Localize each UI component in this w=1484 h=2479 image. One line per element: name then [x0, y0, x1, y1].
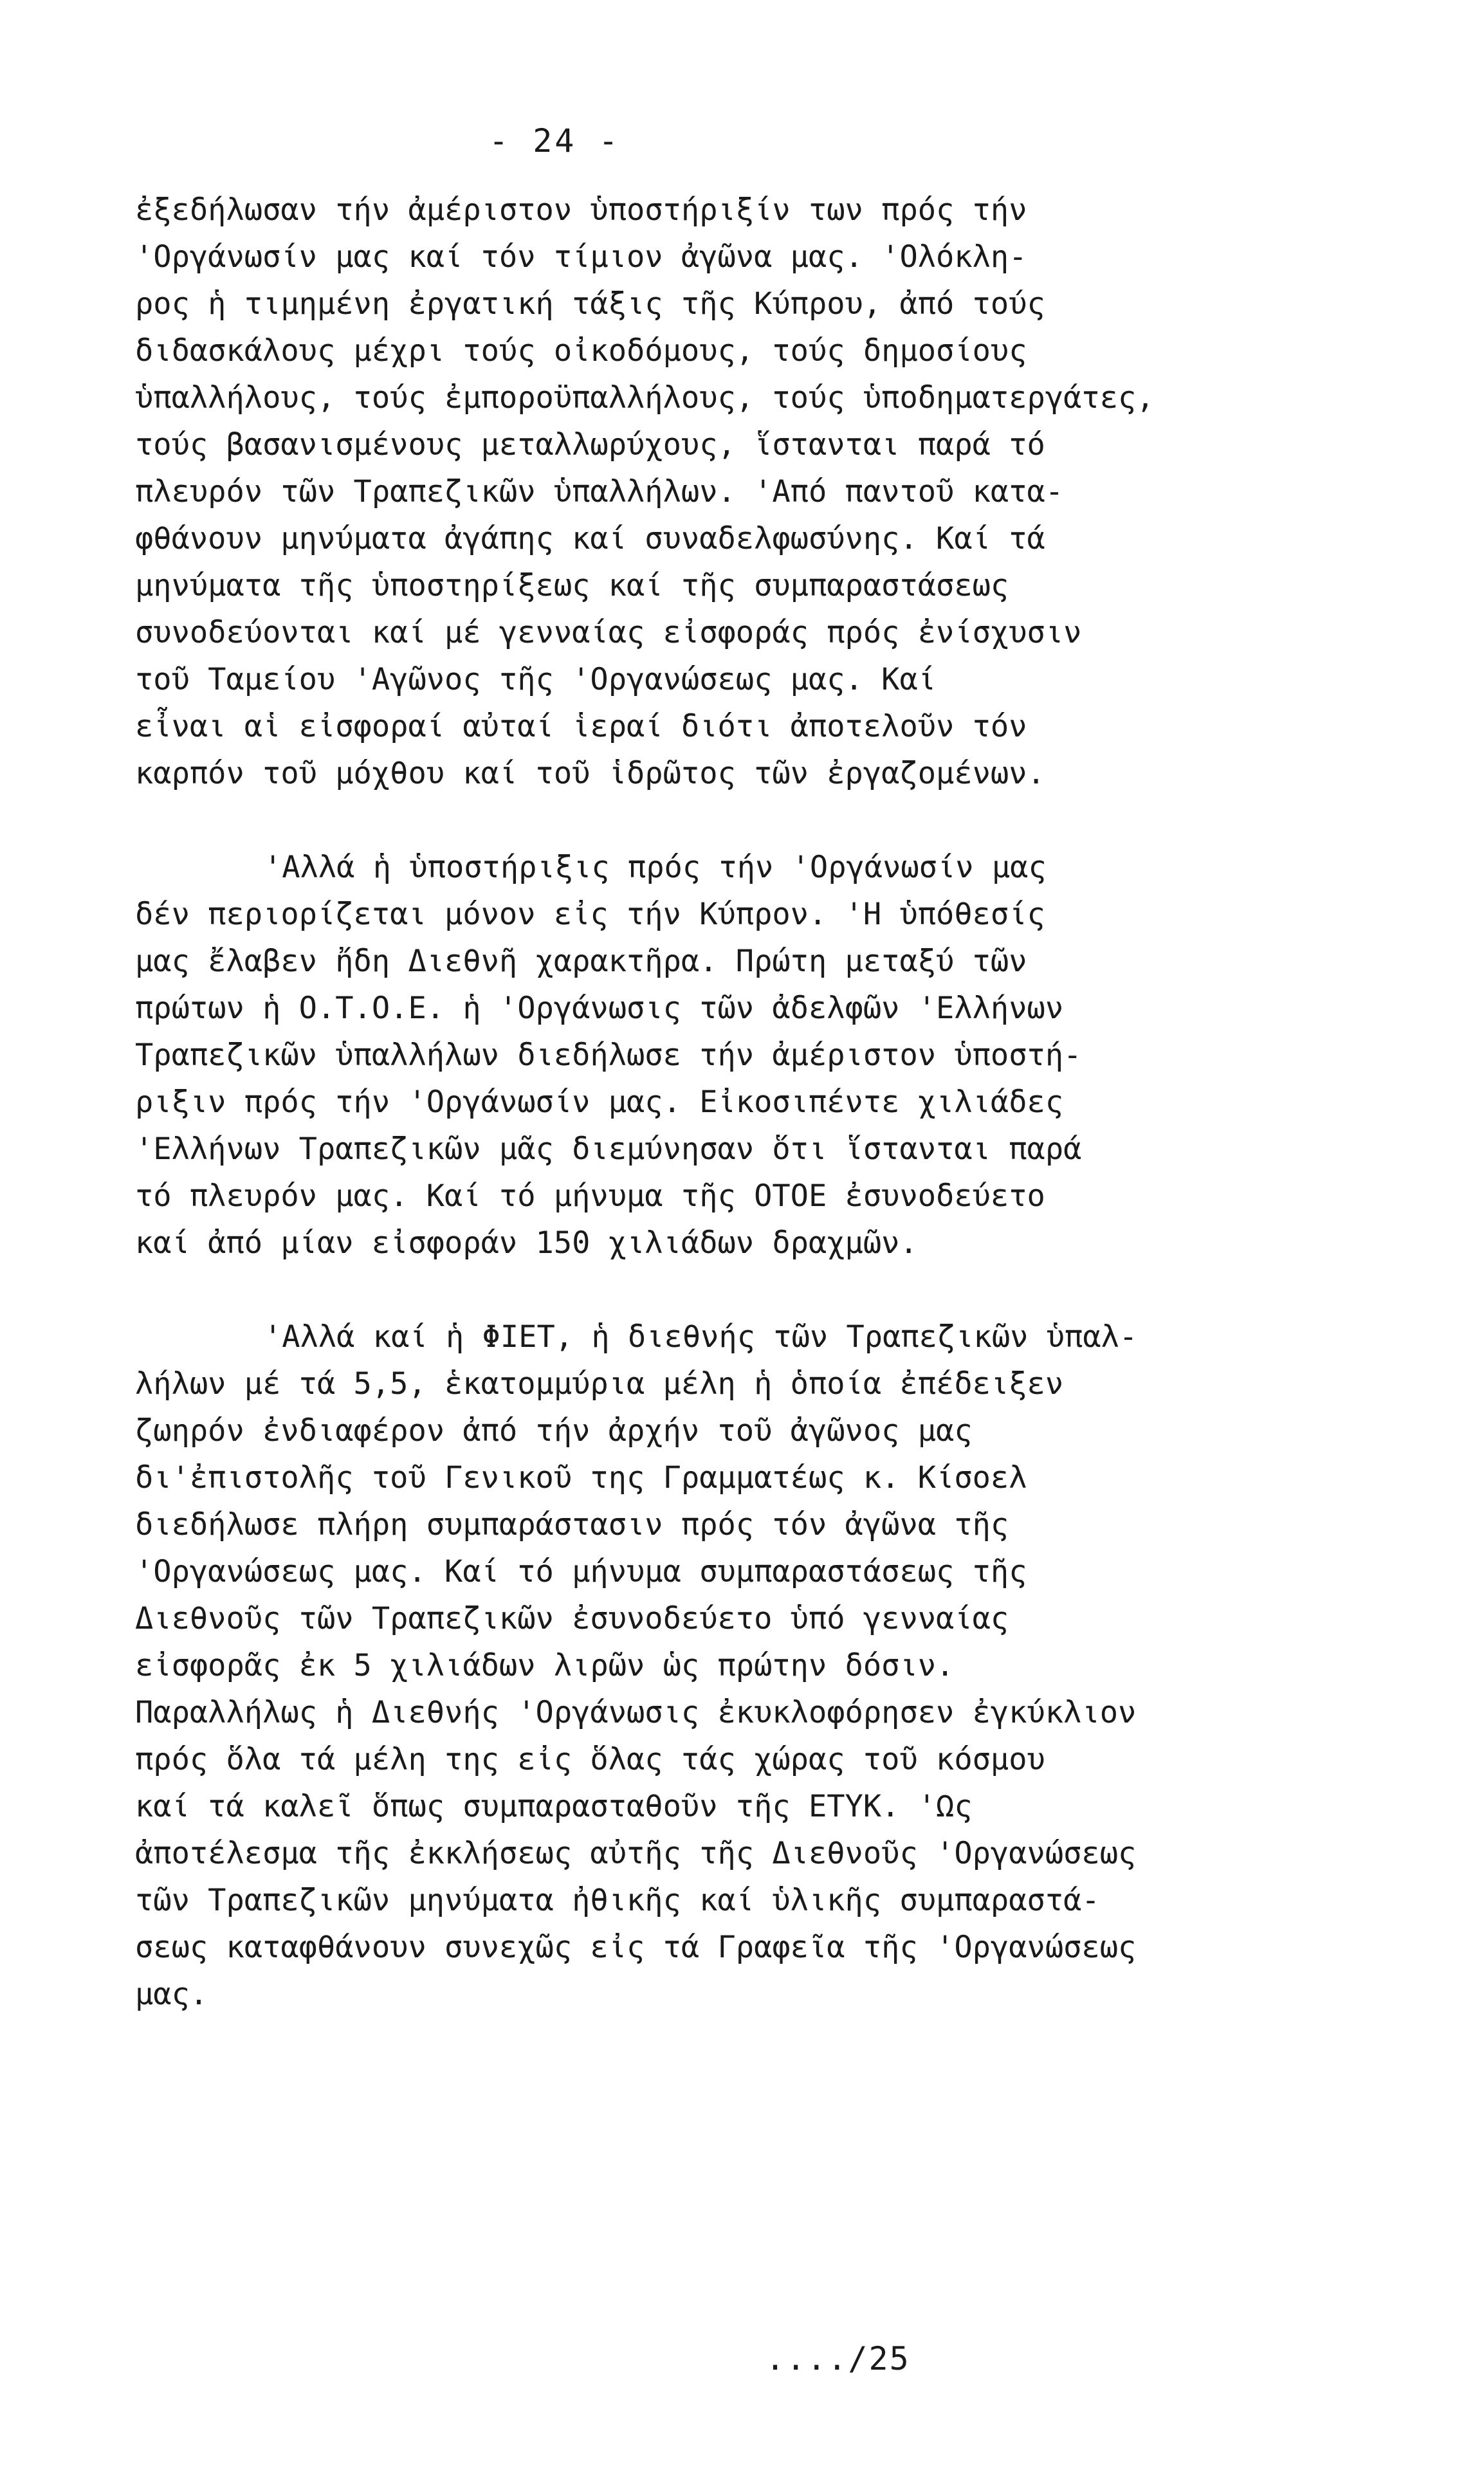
- text-line: μηνύματα τῆς ὑποστηρίξεως καί τῆς συμπαραστάσεως: [135, 568, 1009, 603]
- paragraph-3: [135, 1313, 1241, 2018]
- text-line: καί ἀπό μίαν εἰσφοράν 150 χιλιάδων δραχμῶν.: [135, 1225, 918, 1261]
- text-line: ἀποτέλεσμα τῆς ἐκκλήσεως αὐτῆς τῆς Διεθνοῦς 'Οργανώσεως: [135, 1836, 1137, 1871]
- text-line: σεως καταφθάνουν συνεχῶς εἰς τά Γραφεῖα τῆς 'Οργανώσεως: [135, 1930, 1137, 1965]
- text-line: ζωηρόν ἐνδιαφέρον ἀπό τήν ἀρχήν τοῦ ἀγῶνος μας: [135, 1413, 973, 1449]
- text-line: πλευρόν τῶν Τραπεζικῶν ὑπαλλήλων. 'Από παντοῦ κατα-: [135, 474, 1064, 509]
- text-line: δι'ἐπιστολῆς τοῦ Γενικοῦ της Γραμματέως κ. Κίσοελ: [135, 1460, 1027, 1496]
- text-line: πρός ὅλα τά μέλη της εἰς ὅλας τάς χώρας τοῦ κόσμου: [135, 1742, 1045, 1777]
- text-line: ὑπαλλήλους, τούς ἐμποροϋπαλλήλους, τούς ὑποδηματεργάτες,: [135, 380, 1155, 416]
- text-line: διεδήλωσε πλήρη συμπαράστασιν πρός τόν ἀγῶνα τῆς: [135, 1507, 1009, 1542]
- text-line: συνοδεύονται καί μέ γενναίας εἰσφοράς πρός ἐνίσχυσιν: [135, 615, 1082, 650]
- page-number: - 24 -: [489, 122, 621, 160]
- text-line: τό πλευρόν μας. Καί τό μήνυμα τῆς ΟΤΟΕ ἐσυνοδεύετο: [135, 1178, 1045, 1214]
- paragraph-2: [135, 844, 1241, 1267]
- text-line: διδασκάλους μέχρι τούς οἰκοδόμους, τούς δημοσίους: [135, 333, 1027, 369]
- text-line: εἰσφορᾶς ἐκ 5 χιλιάδων λιρῶν ὡς πρώτην δόσιν.: [135, 1648, 955, 1683]
- next-page-marker: ..../25: [765, 2340, 910, 2377]
- text-line: 'Ελλήνων Τραπεζικῶν μᾶς διεμύνησαν ὅτι ἵστανται παρά: [135, 1131, 1082, 1167]
- text-line: Παραλλήλως ἡ Διεθνής 'Οργάνωσις ἐκυκλοφόρησεν ἐγκύκλιον: [135, 1695, 1137, 1730]
- paragraph-1: [135, 187, 1241, 797]
- text-line: 'Οργανώσεως μας. Καί τό μήνυμα συμπαραστάσεως τῆς: [135, 1554, 1027, 1589]
- text-line: πρώτων ἡ Ο.Τ.Ο.Ε. ἡ 'Οργάνωσις τῶν ἀδελφῶν 'Ελλήνων: [135, 991, 1064, 1026]
- text-line: ἐξεδήλωσαν τήν ἀμέριστον ὑποστήριξίν των πρός τήν: [135, 192, 1027, 228]
- text-line: μας.: [135, 1977, 208, 2012]
- text-line: ρος ἡ τιμημένη ἐργατική τάξις τῆς Κύπρου, ἀπό τούς: [135, 286, 1045, 322]
- paragraph-gap: [135, 797, 1241, 844]
- text-line: 'Αλλά καί ἡ ΦΙΕΤ, ἡ διεθνής τῶν Τραπεζικῶν ὑπαλ-: [264, 1319, 1138, 1355]
- text-line: Διεθνοῦς τῶν Τραπεζικῶν ἐσυνοδεύετο ὑπό γενναίας: [135, 1601, 1009, 1636]
- body-text: [135, 187, 1241, 2018]
- text-line: τούς βασανισμένους μεταλλωρύχους, ἵστανται παρά τό: [135, 427, 1045, 462]
- paragraph-gap: [135, 1267, 1241, 1313]
- text-line: ριξιν πρός τήν 'Οργάνωσίν μας. Εἰκοσιπέντε χιλιάδες: [135, 1084, 1064, 1120]
- text-line: λήλων μέ τά 5,5, ἑκατομμύρια μέλη ἡ ὁποία ἐπέδειξεν: [135, 1366, 1064, 1402]
- text-line: καρπόν τοῦ μόχθου καί τοῦ ἱδρῶτος τῶν ἐργαζομένων.: [135, 756, 1045, 791]
- text-line: μας ἔλαβεν ἤδη Διεθνῆ χαρακτῆρα. Πρώτη μεταξύ τῶν: [135, 944, 1027, 979]
- text-line: καί τά καλεῖ ὅπως συμπαρασταθοῦν τῆς ΕΤΥΚ. 'Ως: [135, 1789, 973, 1824]
- text-line: 'Αλλά ἡ ὑποστήριξις πρός τήν 'Οργάνωσίν μας: [264, 850, 1047, 885]
- text-line: Τραπεζικῶν ὑπαλλήλων διεδήλωσε τήν ἀμέριστον ὑποστή-: [135, 1038, 1082, 1073]
- text-line: δέν περιορίζεται μόνον εἰς τήν Κύπρον. 'Η ὑπόθεσίς: [135, 897, 1045, 932]
- text-line: τοῦ Ταμείου 'Αγῶνος τῆς 'Οργανώσεως μας. Καί: [135, 662, 937, 697]
- text-line: 'Οργάνωσίν μας καί τόν τίμιον ἀγῶνα μας. 'Ολόκλη-: [135, 239, 1027, 275]
- text-line: εἶναι αἱ εἰσφοραί αὐταί ἱεραί διότι ἀποτελοῦν τόν: [135, 709, 1027, 744]
- text-line: τῶν Τραπεζικῶν μηνύματα ἠθικῆς καί ὑλικῆς συμπαραστά-: [135, 1883, 1100, 1918]
- text-line: φθάνουν μηνύματα ἀγάπης καί συναδελφωσύνης. Καί τά: [135, 521, 1045, 556]
